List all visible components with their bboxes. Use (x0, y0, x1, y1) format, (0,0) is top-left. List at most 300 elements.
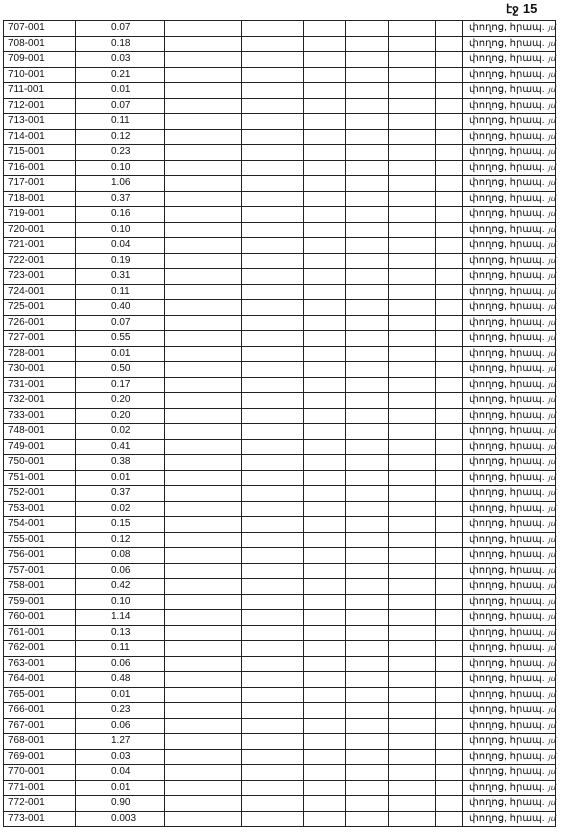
blank-cell (346, 253, 389, 269)
blank-cell (242, 300, 304, 316)
area-cell: 0.01 (76, 346, 165, 362)
blank-cell (304, 470, 346, 486)
area-cell: 0.04 (76, 765, 165, 781)
table-row (4, 811, 556, 827)
table-row (4, 269, 556, 285)
blank-cell (436, 52, 463, 68)
blank-cell (242, 641, 304, 657)
land-type-cell: փողոց, հրապ. (463, 625, 556, 641)
blank-cell (346, 749, 389, 765)
blank-cell (436, 377, 463, 393)
parcel-code-cell: 756-001 (4, 548, 76, 564)
blank-cell (242, 176, 304, 192)
parcel-code-cell: 718-001 (4, 191, 76, 207)
blank-cell (389, 377, 436, 393)
blank-cell (436, 238, 463, 254)
blank-cell (242, 362, 304, 378)
blank-cell (242, 284, 304, 300)
blank-cell (242, 207, 304, 223)
parcel-code-cell: 755-001 (4, 532, 76, 548)
blank-cell (304, 687, 346, 703)
land-type-cell: փողոց, հրապ. (463, 331, 556, 347)
blank-cell (304, 563, 346, 579)
blank-cell (165, 548, 242, 564)
blank-cell (346, 160, 389, 176)
blank-cell (389, 548, 436, 564)
blank-cell (436, 176, 463, 192)
blank-cell (242, 253, 304, 269)
blank-cell (242, 67, 304, 83)
blank-cell (389, 610, 436, 626)
blank-cell (436, 145, 463, 161)
parcel-code-cell: 768-001 (4, 734, 76, 750)
area-cell: 0.19 (76, 253, 165, 269)
table-row (4, 796, 556, 812)
blank-cell (242, 238, 304, 254)
area-cell: 0.10 (76, 222, 165, 238)
blank-cell (304, 455, 346, 471)
area-cell: 0.16 (76, 207, 165, 223)
margin-mark: յմ (548, 782, 556, 792)
blank-cell (304, 393, 346, 409)
margin-mark: յմ (548, 54, 556, 63)
blank-cell (389, 625, 436, 641)
blank-cell (436, 269, 463, 285)
blank-cell (346, 501, 389, 517)
parcel-code-cell: 751-001 (4, 470, 76, 486)
blank-cell (346, 98, 389, 114)
blank-cell (436, 594, 463, 610)
blank-cell (304, 253, 346, 269)
blank-cell (242, 191, 304, 207)
table-row (4, 548, 556, 564)
blank-cell (436, 765, 463, 781)
parcel-code-cell: 765-001 (4, 687, 76, 703)
table-row (4, 408, 556, 424)
blank-cell (165, 160, 242, 176)
blank-cell (242, 579, 304, 595)
land-type-cell: փողոց, հրապ. (463, 160, 556, 176)
area-cell: 0.06 (76, 718, 165, 734)
area-cell: 0.41 (76, 439, 165, 455)
blank-cell (304, 36, 346, 52)
blank-cell (436, 98, 463, 114)
area-cell: 0.50 (76, 362, 165, 378)
blank-cell (389, 687, 436, 703)
parcel-code-cell: 758-001 (4, 579, 76, 595)
blank-cell (165, 21, 242, 37)
blank-cell (242, 501, 304, 517)
table-row (4, 610, 556, 626)
blank-cell (242, 393, 304, 409)
area-cell: 0.03 (76, 52, 165, 68)
parcel-code-cell: 760-001 (4, 610, 76, 626)
blank-cell (346, 641, 389, 657)
parcel-code-cell: 771-001 (4, 780, 76, 796)
blank-cell (304, 625, 346, 641)
margin-mark: յմ (548, 689, 556, 699)
blank-cell (304, 377, 346, 393)
land-type-cell: փողոց, հրապ. (463, 486, 556, 502)
blank-cell (165, 315, 242, 331)
blank-cell (436, 362, 463, 378)
land-type-cell: փողոց, հրապ. (463, 238, 556, 254)
margin-mark: յմ (548, 627, 556, 637)
parcel-code-cell: 752-001 (4, 486, 76, 502)
blank-cell (242, 486, 304, 502)
blank-cell (165, 36, 242, 52)
blank-cell (165, 486, 242, 502)
page-number (506, 1, 537, 16)
blank-cell (165, 408, 242, 424)
blank-cell (346, 222, 389, 238)
blank-cell (242, 377, 304, 393)
blank-cell (242, 424, 304, 440)
table-row (4, 703, 556, 719)
land-type-cell: փողոց, հրապ. (463, 145, 556, 161)
blank-cell (242, 346, 304, 362)
blank-cell (389, 36, 436, 52)
blank-cell (346, 734, 389, 750)
margin-mark: յմ (548, 395, 556, 404)
blank-cell (304, 641, 346, 657)
blank-cell (389, 532, 436, 548)
blank-cell (304, 21, 346, 37)
table-row (4, 455, 556, 471)
blank-cell (346, 470, 389, 486)
blank-cell (436, 36, 463, 52)
blank-cell (165, 749, 242, 765)
table-row (4, 129, 556, 145)
margin-mark: յմ (548, 581, 556, 590)
land-type-cell: փողոց, հրապ. (463, 269, 556, 285)
area-cell: 0.23 (76, 703, 165, 719)
blank-cell (304, 749, 346, 765)
blank-cell (304, 408, 346, 424)
blank-cell (346, 687, 389, 703)
margin-mark: յմ (548, 798, 556, 807)
blank-cell (165, 734, 242, 750)
parcel-code-cell: 750-001 (4, 455, 76, 471)
area-cell: 1.27 (76, 734, 165, 750)
blank-cell (242, 408, 304, 424)
blank-cell (242, 315, 304, 331)
blank-cell (304, 83, 346, 99)
margin-mark: յմ (548, 720, 556, 730)
area-cell: 0.17 (76, 377, 165, 393)
area-cell: 0.37 (76, 191, 165, 207)
parcel-code-cell: 723-001 (4, 269, 76, 285)
table-row (4, 393, 556, 409)
blank-cell (242, 734, 304, 750)
area-cell: 0.42 (76, 579, 165, 595)
blank-cell (165, 393, 242, 409)
blank-cell (436, 114, 463, 130)
parcel-code-cell: 716-001 (4, 160, 76, 176)
area-cell: 0.10 (76, 594, 165, 610)
margin-mark: յմ (548, 457, 556, 466)
margin-mark: յմ (548, 69, 556, 79)
table-row (4, 718, 556, 734)
blank-cell (346, 765, 389, 781)
blank-cell (304, 594, 346, 610)
margin-annotations (548, 20, 564, 826)
blank-cell (242, 563, 304, 579)
table-row (4, 501, 556, 517)
area-cell: 0.20 (76, 408, 165, 424)
blank-cell (165, 207, 242, 223)
table-row (4, 439, 556, 455)
parcel-code-cell: 709-001 (4, 52, 76, 68)
blank-cell (346, 718, 389, 734)
margin-mark: յմ (548, 193, 556, 203)
table-row (4, 672, 556, 688)
table-row (4, 486, 556, 502)
blank-cell (346, 563, 389, 579)
area-cell: 0.07 (76, 21, 165, 37)
blank-cell (346, 52, 389, 68)
margin-mark: յմ (548, 23, 556, 32)
blank-cell (346, 548, 389, 564)
margin-mark: յմ (548, 488, 556, 497)
area-cell: 0.23 (76, 145, 165, 161)
blank-cell (304, 331, 346, 347)
blank-cell (165, 672, 242, 688)
margin-mark: յմ (548, 116, 556, 125)
blank-cell (165, 176, 242, 192)
margin-mark: յմ (548, 209, 556, 218)
land-type-cell: փողոց, հրապ. (463, 207, 556, 223)
blank-cell (436, 129, 463, 145)
blank-cell (304, 796, 346, 812)
blank-cell (436, 703, 463, 719)
blank-cell (436, 207, 463, 223)
blank-cell (304, 734, 346, 750)
blank-cell (389, 114, 436, 130)
blank-cell (242, 129, 304, 145)
blank-cell (389, 501, 436, 517)
blank-cell (346, 207, 389, 223)
land-type-cell: փողոց, հրապ. (463, 734, 556, 750)
parcel-code-cell: 748-001 (4, 424, 76, 440)
parcel-code-cell: 762-001 (4, 641, 76, 657)
blank-cell (242, 98, 304, 114)
blank-cell (242, 470, 304, 486)
parcel-code-cell: 773-001 (4, 811, 76, 827)
parcel-code-cell: 753-001 (4, 501, 76, 517)
area-cell: 0.13 (76, 625, 165, 641)
blank-cell (304, 703, 346, 719)
blank-cell (389, 408, 436, 424)
parcel-code-cell: 710-001 (4, 67, 76, 83)
land-type-cell: փողոց, հրապ. (463, 641, 556, 657)
margin-mark: յմ (548, 751, 556, 761)
blank-cell (304, 656, 346, 672)
land-type-cell: փողոց, հրապ. (463, 129, 556, 145)
blank-cell (304, 439, 346, 455)
blank-cell (389, 765, 436, 781)
blank-cell (346, 377, 389, 393)
blank-cell (436, 408, 463, 424)
parcel-code-cell: 713-001 (4, 114, 76, 130)
blank-cell (304, 176, 346, 192)
blank-cell (389, 207, 436, 223)
blank-cell (436, 532, 463, 548)
parcel-code-cell: 772-001 (4, 796, 76, 812)
parcel-code-cell: 749-001 (4, 439, 76, 455)
blank-cell (346, 780, 389, 796)
table-row (4, 734, 556, 750)
blank-cell (389, 238, 436, 254)
blank-cell (389, 811, 436, 827)
blank-cell (304, 52, 346, 68)
blank-cell (389, 145, 436, 161)
blank-cell (346, 315, 389, 331)
margin-mark: յմ (548, 348, 556, 358)
area-cell: 0.20 (76, 393, 165, 409)
parcel-code-cell: 767-001 (4, 718, 76, 734)
blank-cell (346, 114, 389, 130)
land-type-cell: փողոց, հրապ. (463, 83, 556, 99)
blank-cell (389, 191, 436, 207)
blank-cell (165, 594, 242, 610)
blank-cell (389, 269, 436, 285)
blank-cell (165, 238, 242, 254)
blank-cell (436, 579, 463, 595)
area-cell: 0.21 (76, 67, 165, 83)
land-type-cell: փողոց, հրապ. (463, 470, 556, 486)
parcel-code-cell: 712-001 (4, 98, 76, 114)
land-type-cell: փողոց, հրապ. (463, 393, 556, 409)
land-type-cell: փողոց, հրապ. (463, 501, 556, 517)
blank-cell (165, 439, 242, 455)
area-cell: 0.07 (76, 315, 165, 331)
table-row (4, 362, 556, 378)
table-row (4, 563, 556, 579)
land-type-cell: փողոց, հրապ. (463, 36, 556, 52)
table-row (4, 176, 556, 192)
table-row (4, 315, 556, 331)
blank-cell (165, 517, 242, 533)
blank-cell (242, 718, 304, 734)
blank-cell (165, 532, 242, 548)
blank-cell (304, 486, 346, 502)
area-cell: 0.12 (76, 129, 165, 145)
land-type-cell: փողոց, հրապ. (463, 408, 556, 424)
blank-cell (389, 129, 436, 145)
blank-cell (436, 160, 463, 176)
blank-cell (346, 672, 389, 688)
margin-mark: յմ (548, 658, 556, 668)
area-cell: 0.02 (76, 424, 165, 440)
blank-cell (242, 145, 304, 161)
land-type-cell: փողոց, հրապ. (463, 21, 556, 37)
margin-mark: յմ (548, 565, 556, 575)
margin-mark: յմ (548, 38, 556, 48)
margin-mark: յմ (548, 674, 556, 683)
blank-cell (436, 191, 463, 207)
table-row (4, 253, 556, 269)
blank-cell (165, 300, 242, 316)
table-row (4, 656, 556, 672)
parcel-code-cell: 717-001 (4, 176, 76, 192)
area-cell: 0.40 (76, 300, 165, 316)
parcel-code-cell: 720-001 (4, 222, 76, 238)
land-type-cell: փողոց, հրապ. (463, 98, 556, 114)
margin-mark: յմ (548, 131, 556, 141)
blank-cell (436, 780, 463, 796)
blank-cell (389, 98, 436, 114)
table-row (4, 21, 556, 37)
table-row (4, 98, 556, 114)
margin-mark: յմ (548, 178, 556, 187)
blank-cell (242, 160, 304, 176)
blank-cell (242, 269, 304, 285)
blank-cell (242, 796, 304, 812)
land-type-cell: փողոց, հրապ. (463, 439, 556, 455)
margin-mark: յմ (548, 333, 556, 342)
blank-cell (389, 67, 436, 83)
blank-cell (165, 331, 242, 347)
blank-cell (389, 284, 436, 300)
margin-mark: յմ (548, 364, 556, 373)
table-row (4, 238, 556, 254)
blank-cell (165, 67, 242, 83)
blank-cell (304, 191, 346, 207)
blank-cell (436, 315, 463, 331)
blank-cell (389, 563, 436, 579)
blank-cell (346, 579, 389, 595)
blank-cell (389, 424, 436, 440)
blank-cell (304, 501, 346, 517)
blank-cell (436, 222, 463, 238)
blank-cell (436, 331, 463, 347)
blank-cell (304, 532, 346, 548)
blank-cell (242, 455, 304, 471)
blank-cell (346, 610, 389, 626)
parcel-code-cell: 757-001 (4, 563, 76, 579)
area-cell: 0.48 (76, 672, 165, 688)
land-type-cell: փողոց, հրապ. (463, 300, 556, 316)
blank-cell (242, 625, 304, 641)
blank-cell (436, 656, 463, 672)
blank-cell (389, 672, 436, 688)
land-type-cell: փողոց, հրապ. (463, 703, 556, 719)
blank-cell (346, 238, 389, 254)
area-cell: 0.003 (76, 811, 165, 827)
table-row (4, 83, 556, 99)
blank-cell (165, 610, 242, 626)
land-type-cell: փողոց, հրապ. (463, 579, 556, 595)
margin-mark: յմ (548, 519, 556, 528)
blank-cell (165, 284, 242, 300)
table-row (4, 36, 556, 52)
blank-cell (389, 315, 436, 331)
blank-cell (389, 718, 436, 734)
parcel-code-cell: 714-001 (4, 129, 76, 145)
land-type-cell: փողոց, հրապ. (463, 796, 556, 812)
blank-cell (346, 811, 389, 827)
blank-cell (242, 765, 304, 781)
blank-cell (304, 424, 346, 440)
parcel-code-cell: 707-001 (4, 21, 76, 37)
blank-cell (389, 362, 436, 378)
blank-cell (346, 517, 389, 533)
table-row (4, 625, 556, 641)
blank-cell (389, 52, 436, 68)
page-number-value: 15 (522, 1, 538, 16)
blank-cell (242, 83, 304, 99)
